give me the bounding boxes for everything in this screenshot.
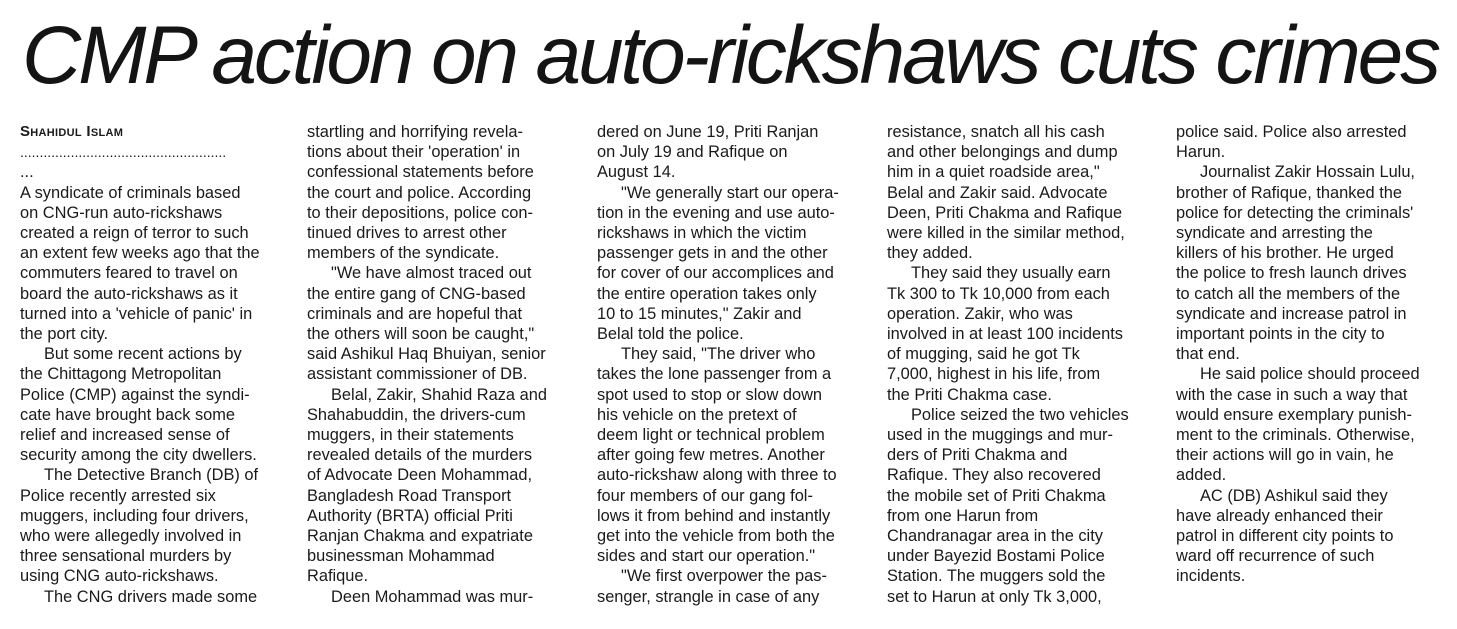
article-text-line: Police (CMP) against the syndi- [20, 385, 250, 404]
article-text-line: Shahabuddin, the drivers-cum [307, 405, 526, 424]
article-text-line: But some recent actions by [44, 345, 242, 364]
article-text-line: with the case in such a way that [1176, 385, 1408, 404]
article-text-line: criminals and are hopeful that [307, 304, 523, 323]
article-text-line: and other belongings and dump [887, 143, 1118, 162]
article-text-line: members of the syndicate. [307, 244, 500, 263]
article-text-line: ward off recurrence of such [1176, 547, 1375, 566]
article-text-line: ment to the criminals. Otherwise, [1176, 426, 1415, 445]
article-text-line: for cover of our accomplices and [597, 264, 834, 283]
article-text-line: police said. Police also arrested [1176, 123, 1407, 141]
byline-rule: ..................................................... [20, 144, 227, 161]
article-text-line: their actions will go in vain, he [1176, 446, 1394, 465]
article-text-line: The CNG drivers made some [44, 587, 258, 606]
article-text-line: of mugging, said he got Tk [887, 345, 1080, 364]
article-text-line: on CNG-run auto-rickshaws [20, 203, 223, 222]
article-text-line: spot used to stop or slow down [597, 385, 823, 404]
article-text-line: under Bayezid Bostami Police [887, 547, 1105, 566]
article-text-line: Rafique. They also recovered [887, 466, 1101, 485]
article-text-line: muggers, in their statements [307, 426, 514, 445]
article-text-line: Police seized the two vehicles [911, 405, 1129, 424]
article-text-line: tions about their 'operation' in [307, 143, 521, 162]
article-text-line: takes the lone passenger from a [597, 365, 832, 384]
article-text-line: auto-rickshaw along with three to [597, 466, 837, 485]
headline: CMP action on auto-rickshaws cuts crimes [22, 10, 1438, 101]
article-text-line: "We have almost traced out [331, 264, 532, 283]
article-text-line: rickshaws in which the victim [597, 224, 807, 243]
article-column-3 [597, 122, 869, 607]
article-text-line: of Advocate Deen Mohammad, [307, 466, 533, 485]
article-text-line: businessman Mohammad [307, 547, 495, 566]
article-text-line: an extent few weeks ago that the [20, 244, 260, 263]
article-text-line: they added. [887, 244, 973, 263]
article-text-line: patrol in different city points to [1176, 527, 1394, 546]
article-text-line: Ranjan Chakma and expatriate [307, 527, 533, 546]
article-text-line: on July 19 and Rafique on [597, 143, 788, 162]
article-text-line: that end. [1176, 345, 1240, 364]
article-text-line: "We first overpower the pas- [621, 567, 827, 586]
article-text-line: startling and horrifying revela- [307, 123, 523, 141]
article-text-line: who were allegedly involved in [20, 527, 242, 546]
article-text-line: to their depositions, police con- [307, 203, 533, 222]
article-text-line: turned into a 'vehicle of panic' in [20, 304, 253, 323]
article-text-line: senger, strangle in case of any [597, 587, 820, 606]
article-text-line: the Chittagong Metropolitan [20, 365, 222, 384]
article-text-line: the court and police. According [307, 183, 532, 202]
article-text-line: after going few metres. Another [597, 446, 825, 465]
article-text-line: "We generally start our opera- [621, 183, 839, 202]
article-text-line: four members of our gang fol- [597, 486, 813, 505]
article-text-line: They said, "The driver who [621, 345, 816, 364]
article-text-line: Police recently arrested six [20, 486, 216, 505]
article-text-line: the others will soon be caught," [307, 325, 535, 344]
article-text-line: Rafique. [307, 567, 369, 586]
article-text-line: Station. The muggers sold the [887, 567, 1106, 586]
article-text-line: Bangladesh Road Transport [307, 486, 512, 505]
article-text-line: assistant commissioner of DB. [307, 365, 528, 384]
article-text-line: Belal, Zakir, Shahid Raza and [331, 385, 547, 404]
article-text-line: relief and increased sense of [20, 426, 230, 445]
article-text-line: security among the city dwellers. [20, 446, 257, 465]
article-text-line: operation. Zakir, who was [887, 304, 1073, 323]
article-text-line: syndicate and increase patrol in [1176, 304, 1407, 323]
article-text-line: Deen Mohammad was mur- [331, 587, 534, 606]
article-text-line: A syndicate of criminals based [20, 183, 241, 202]
article-text-line: resistance, snatch all his cash [887, 123, 1105, 141]
article-text-line: have already enhanced their [1176, 506, 1383, 525]
article-text-line: him in a quiet roadside area," [887, 163, 1100, 182]
article-text-line: set to Harun at only Tk 3,000, [887, 587, 1102, 606]
article-text-line: AC (DB) Ashikul said they [1200, 486, 1388, 505]
article-text-line: brother of Rafique, thanked the [1176, 183, 1402, 202]
article-text-line: Journalist Zakir Hossain Lulu, [1200, 163, 1415, 182]
article-text-line: three sensational murders by [20, 547, 232, 566]
article-text-line: cate have brought back some [20, 405, 236, 424]
article-text-line: important points in the city to [1176, 325, 1385, 344]
byline: Shahidul Islam [20, 123, 124, 140]
article-text-line: Tk 300 to Tk 10,000 from each [887, 284, 1110, 303]
article-text-line: using CNG auto-rickshaws. [20, 567, 219, 586]
article-text-line: 7,000, highest in his life, from [887, 365, 1101, 384]
article-text-line: Harun. [1176, 143, 1226, 162]
article-text-line: He said police should proceed [1200, 365, 1420, 384]
article-text-line: commuters feared to travel on [20, 264, 238, 283]
article-text-line: the port city. [20, 325, 109, 344]
article-text-line: The Detective Branch (DB) of [44, 466, 259, 485]
article-text-line: muggers, including four drivers, [20, 506, 249, 525]
article-text-line: board the auto-rickshaws as it [20, 284, 238, 303]
article-text-line: ... [20, 163, 34, 182]
article-text-line: the Priti Chakma case. [887, 385, 1052, 404]
article-column-5 [1176, 122, 1448, 587]
article-text-line: deem light or technical problem [597, 426, 825, 445]
article-text-line: passenger gets in and the other [597, 244, 828, 263]
article-text-line: the entire operation takes only [597, 284, 817, 303]
article-text-line: said Ashikul Haq Bhuiyan, senior [307, 345, 546, 364]
article-text-line: 10 to 15 minutes," Zakir and [597, 304, 802, 323]
article-text-line: Belal told the police. [597, 325, 744, 344]
article-text-line: They said they usually earn [911, 264, 1111, 283]
article-text-line: revealed details of the murders [307, 446, 533, 465]
article-text-line: Deen, Priti Chakma and Rafique [887, 203, 1123, 222]
article-text-line: dered on June 19, Priti Ranjan [597, 123, 819, 141]
article-text-line: created a reign of terror to such [20, 224, 249, 243]
article-text-line: tion in the evening and use auto- [597, 203, 835, 222]
article-text-line: killers of his brother. He urged [1176, 244, 1394, 263]
article-text-line: Chandranagar area in the city [887, 527, 1103, 546]
article-text-line: from one Harun from [887, 506, 1039, 525]
article-text-line: Belal and Zakir said. Advocate [887, 183, 1108, 202]
article-text-line: his vehicle on the pretext of [597, 405, 797, 424]
article-text-line: confessional statements before [307, 163, 534, 182]
article-text-line: ders of Priti Chakma and [887, 446, 1068, 465]
article-text-line: would ensure exemplary punish- [1176, 405, 1412, 424]
article-text-line: the mobile set of Priti Chakma [887, 486, 1106, 505]
article-text-line: the police to fresh launch drives [1176, 264, 1407, 283]
article-text-line: tinued drives to arrest other [307, 224, 507, 243]
article-text-line: sides and start our operation." [597, 547, 816, 566]
article-text-line: August 14. [597, 163, 676, 182]
article-column-4 [887, 122, 1159, 607]
article-text-line: get into the vehicle from both the [597, 527, 835, 546]
article-text-line: used in the muggings and mur- [887, 426, 1113, 445]
article-text-line: syndicate and arresting the [1176, 224, 1373, 243]
article-text-line: lows it from behind and instantly [597, 506, 831, 525]
article-column-2 [307, 122, 579, 607]
article-text-line: added. [1176, 466, 1227, 485]
article-text-line: the entire gang of CNG-based [307, 284, 526, 303]
article-text-line: involved in at least 100 incidents [887, 325, 1123, 344]
article-text-line: were killed in the similar method, [887, 224, 1125, 243]
article-text-line: Authority (BRTA) official Priti [307, 506, 513, 525]
article-text-line: to catch all the members of the [1176, 284, 1401, 303]
article-text-line: police for detecting the criminals' [1176, 203, 1414, 222]
article-column-1 [20, 122, 292, 607]
article-text-line: incidents. [1176, 567, 1246, 586]
